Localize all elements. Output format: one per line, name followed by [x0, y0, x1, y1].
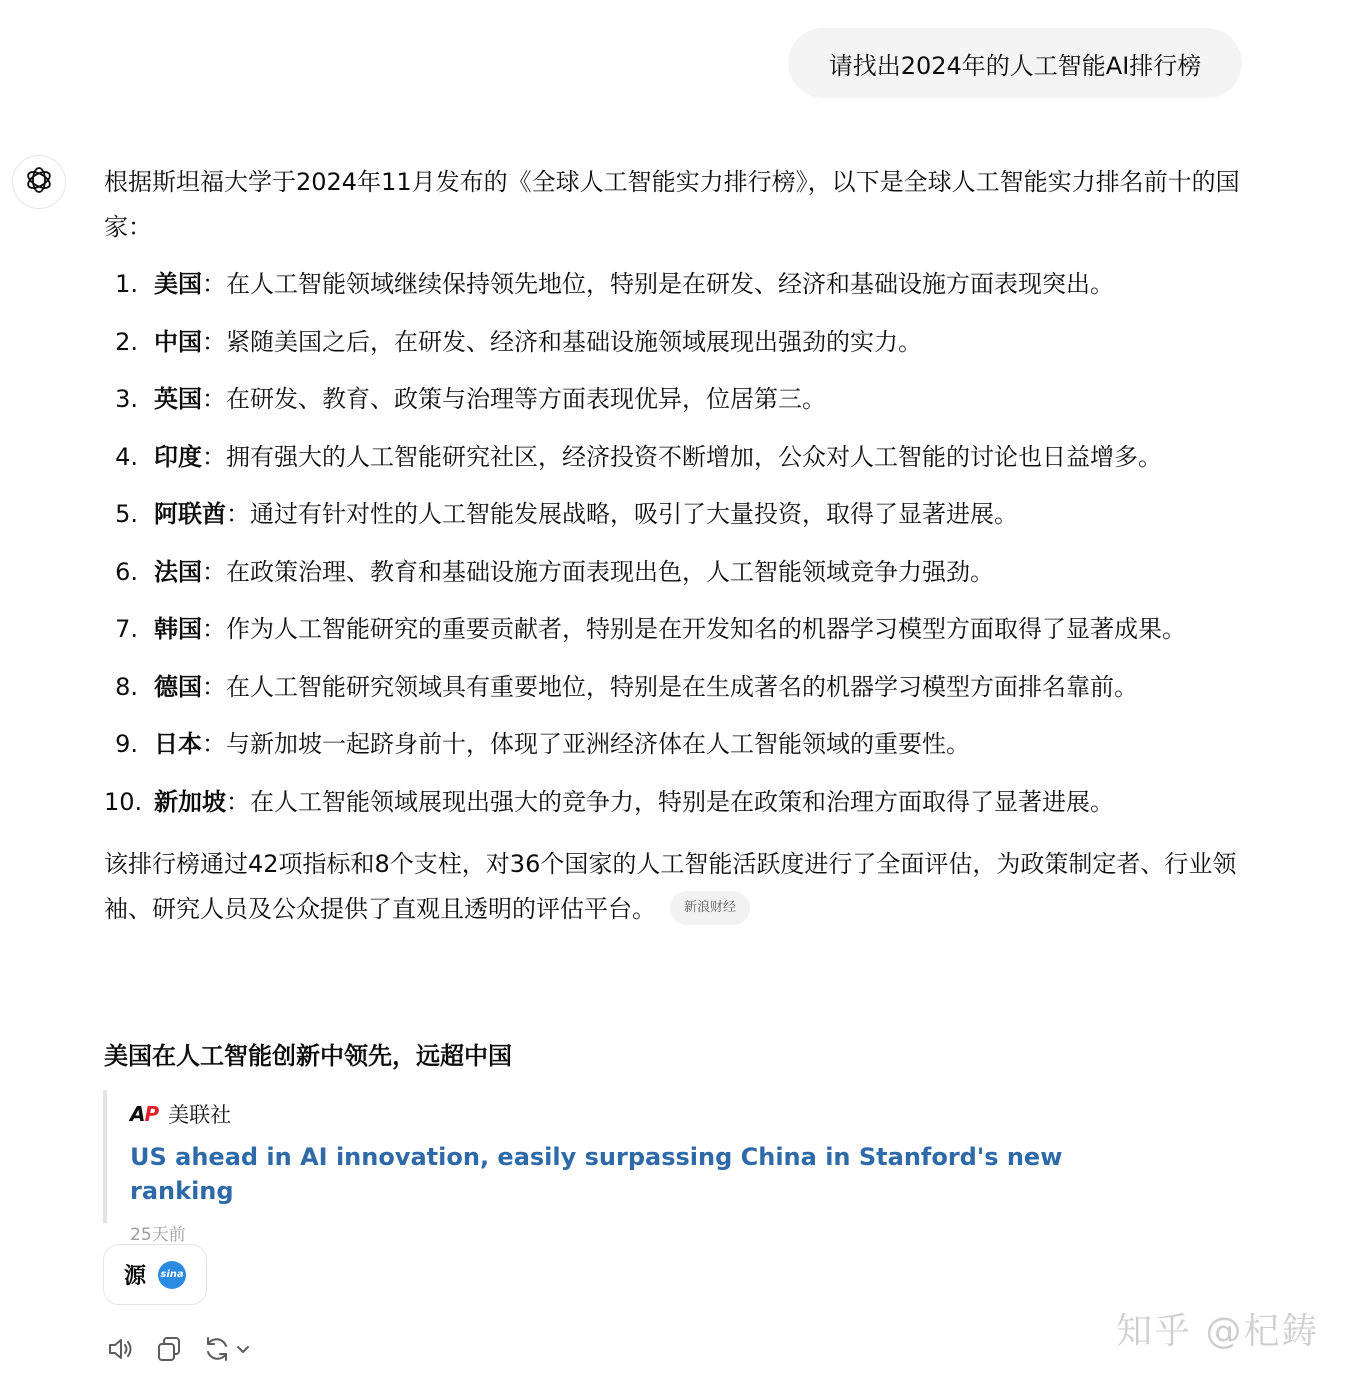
sources-button[interactable] [103, 1244, 207, 1305]
copy-icon[interactable] [152, 1332, 186, 1366]
sina-badge-text: sina [160, 1269, 184, 1280]
publisher-name: 美联社 [168, 1103, 232, 1127]
ranking-number: 7. [115, 615, 138, 643]
ranking-item [104, 665, 1244, 710]
assistant-avatar [12, 155, 66, 209]
message-actions [104, 1332, 266, 1366]
news-heading: 美国在人工智能创新中领先，远超中国 [104, 1042, 512, 1070]
ranking-list [104, 262, 1244, 825]
ranking-number: 5. [115, 500, 138, 528]
ranking-number: 10. [104, 787, 143, 816]
country-name: 阿联酋 [154, 500, 226, 528]
country-desc: ：在研发、教育、政策与治理等方面表现优异，位居第三。 [202, 385, 826, 413]
ranking-number: 8. [115, 672, 138, 701]
ap-logo-a: A [130, 1102, 145, 1126]
ranking-number: 2. [115, 327, 138, 356]
ranking-item [104, 550, 1244, 595]
refresh-icon[interactable] [200, 1332, 234, 1366]
ranking-item [104, 262, 1244, 307]
ranking-number: 6. [115, 557, 138, 586]
news-title-link[interactable]: US ahead in AI innovation, easily surpassing China in Stanford's new ranking [130, 1143, 1063, 1205]
assistant-message [104, 160, 1244, 932]
country-name: 英国 [154, 385, 202, 413]
ranking-item [104, 435, 1244, 480]
ranking-item [104, 377, 1244, 422]
summary-text: 该排行榜通过42项指标和8个支柱，对36个国家的人工智能活跃度进行了全面评估，为政策制定者、行业领袖、研究人员及公众提供了直观且透明的评估平台。 [104, 849, 1237, 923]
country-desc: ：作为人工智能研究的重要贡献者，特别是在开发知名的机器学习模型方面取得了显著成果。 [202, 615, 1186, 643]
chevron-down-icon[interactable] [234, 1332, 252, 1366]
ranking-item [104, 320, 1244, 365]
country-desc: ：在人工智能领域展现出强大的竞争力，特别是在政策和治理方面取得了显著进展。 [226, 787, 1114, 816]
ranking-item [104, 492, 1244, 537]
news-age: 25天前 [130, 1225, 186, 1245]
country-name: 韩国 [154, 615, 202, 643]
ap-logo-p: P [144, 1102, 159, 1126]
source-chip[interactable]: 新浪财经 [670, 891, 750, 925]
speaker-icon[interactable] [104, 1332, 138, 1366]
country-name: 中国 [154, 327, 202, 356]
country-name: 美国 [154, 270, 202, 298]
openai-logo-icon [24, 165, 54, 199]
country-name: 德国 [154, 672, 202, 701]
country-desc: ：通过有针对性的人工智能发展战略，吸引了大量投资，取得了显著进展。 [226, 500, 1018, 528]
country-desc: ：在人工智能研究领域具有重要地位，特别是在生成著名的机器学习模型方面排名靠前。 [202, 672, 1138, 701]
country-name: 印度 [154, 442, 202, 471]
ranking-number: 3. [115, 385, 138, 413]
ranking-number: 1. [115, 270, 138, 298]
ranking-number: 4. [115, 442, 138, 471]
watermark: 知乎 @杞鋳 [1116, 1311, 1320, 1352]
answer-summary [104, 842, 1244, 932]
country-desc: ：与新加坡一起跻身前十，体现了亚洲经济体在人工智能领域的重要性。 [202, 730, 970, 758]
news-card[interactable] [103, 1090, 1103, 1245]
ranking-item [104, 607, 1244, 652]
country-name: 日本 [154, 730, 202, 758]
sources-label: 源 [124, 1264, 147, 1289]
news-publisher [130, 1099, 1103, 1129]
ap-logo [130, 1102, 158, 1126]
country-desc: ：在政策治理、教育和基础设施方面表现出色，人工智能领域竞争力强劲。 [202, 557, 994, 586]
country-name: 新加坡 [154, 787, 226, 816]
country-name: 法国 [154, 557, 202, 586]
sina-logo-icon [158, 1261, 186, 1289]
ranking-item [104, 722, 1244, 767]
user-message-text: 请找出2024年的人工智能AI排行榜 [828, 51, 1202, 80]
ranking-item [104, 780, 1244, 825]
user-message-bubble [788, 28, 1242, 98]
country-desc: ：拥有强大的人工智能研究社区，经济投资不断增加，公众对人工智能的讨论也日益增多。 [202, 442, 1162, 471]
ranking-number: 9. [115, 730, 138, 758]
country-desc: ：在人工智能领域继续保持领先地位，特别是在研发、经济和基础设施方面表现突出。 [202, 270, 1114, 298]
answer-intro: 根据斯坦福大学于2024年11月发布的《全球人工智能实力排行榜》，以下是全球人工智能实力排名前十的国家： [104, 168, 1240, 241]
country-desc: ：紧随美国之后，在研发、经济和基础设施领域展现出强劲的实力。 [202, 327, 922, 356]
